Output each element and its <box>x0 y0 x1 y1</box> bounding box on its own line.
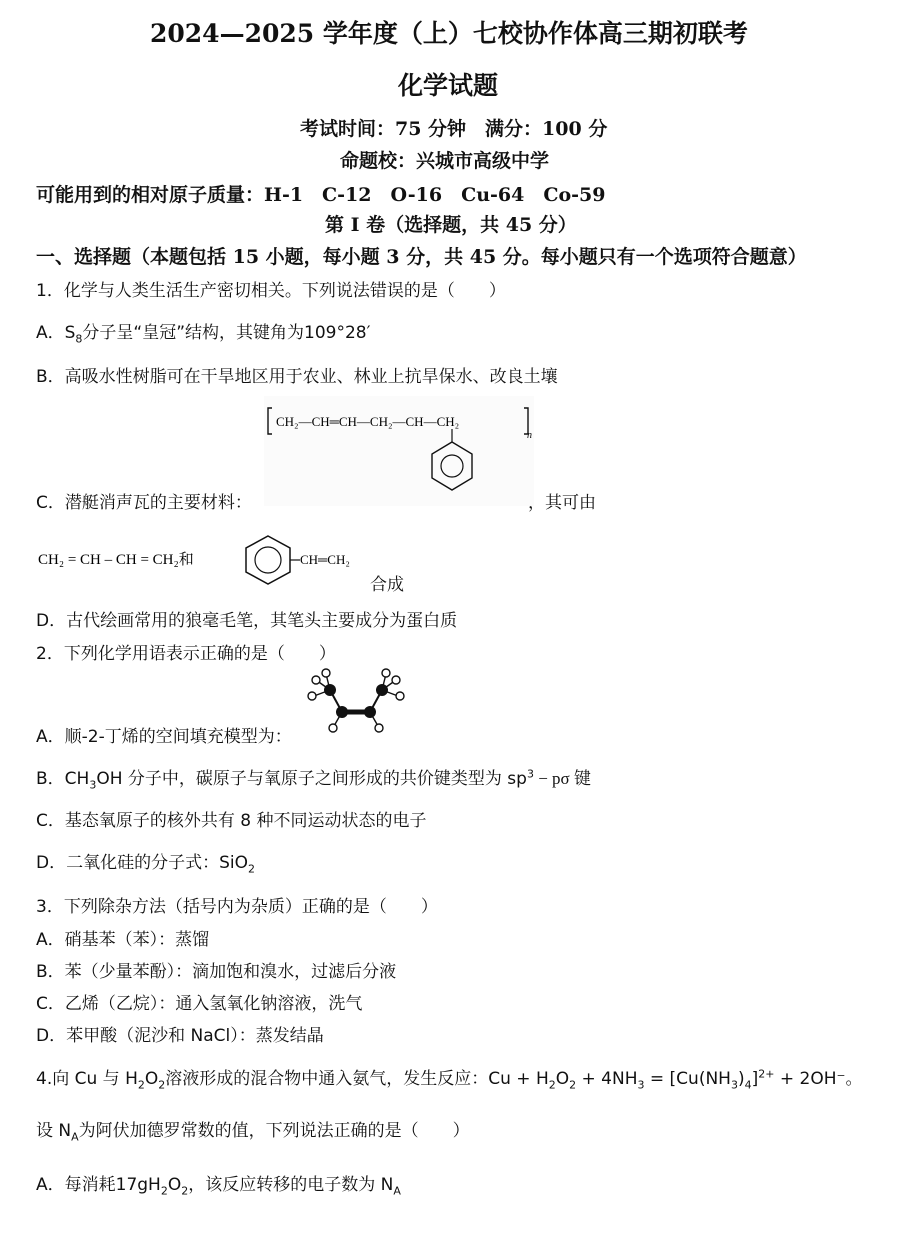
q1-option-c: C．潜艇消声瓦的主要材料： <box>36 493 252 513</box>
q1-option-d: D．古代绘画常用的狼毫毛笔，其笔头主要成分为蛋白质 <box>36 611 458 631</box>
part1-title: 第 I 卷（选择题，共 45 分） <box>325 214 577 236</box>
exam-school: 命题校：兴城市高级中学 <box>340 150 550 172</box>
butadiene-formula: CH₂ = CH – CH = CH₂和 <box>38 552 194 568</box>
cis-2-butene-model <box>300 668 412 734</box>
q2-b-sub: 3 <box>89 778 97 792</box>
q2-option-c: C．基态氧原子的核外共有 8 种不同运动状态的电子 <box>36 811 427 831</box>
q4-eq-charge: 2+ <box>758 1067 775 1081</box>
q4-a-prefix: A．每消耗17gH <box>36 1175 161 1195</box>
q4-eq-close: ) <box>737 1069 745 1089</box>
q1-stem: 1．化学与人类生活生产密切相关。下列说法错误的是（ ） <box>36 281 506 301</box>
q2-d-prefix: D．二氧化硅的分子式：SiO <box>36 853 248 873</box>
q1-a-text: 分子呈“皇冠”结构，其键角为109°28′ <box>82 323 371 343</box>
atomic-masses: 可能用到的相对原子质量：H-1 C-12 O-16 Cu-64 Co-59 <box>36 184 606 206</box>
q4-a-text: ，该反应转移的电子数为 N <box>188 1175 394 1195</box>
q2-stem: 2．下列化学用语表示正确的是（ ） <box>36 644 336 664</box>
q2-option-a: A．顺-2-丁烯的空间填充模型为： <box>36 727 292 747</box>
q4-line2-text: 为阿伏加德罗常数的值，下列说法正确的是（ ） <box>78 1121 470 1141</box>
q4-stem <box>36 1064 862 1091</box>
q3-option-a: A．硝基苯（苯）：蒸馏 <box>36 930 210 950</box>
q3-option-b: B．苯（少量苯酚）：滴加饱和溴水，过滤后分液 <box>36 962 397 982</box>
q2-b-end: − pσ 键 <box>533 769 591 788</box>
q4-line2-prefix: 设 N <box>36 1121 72 1141</box>
q4-sub-2: 2 <box>158 1078 166 1092</box>
q4-stem-mid: O <box>144 1069 159 1089</box>
q4-a-sub-1: 2 <box>160 1184 168 1198</box>
polymer-formula: CH₂—CH═CH—CH₂—CH—CH₂ <box>276 414 460 429</box>
q4-a-sub-2: 2 <box>181 1184 189 1198</box>
q2-b-mid: OH 分子中，碳原子与氧原子之间形成的共价键类型为 sp <box>96 769 527 789</box>
q2-b-prefix: B．CH <box>36 769 90 789</box>
q4-eq-after: + 4NH <box>576 1069 638 1089</box>
q3-option-c: C．乙烯（乙烷）：通入氢氧化钠溶液，洗气 <box>36 994 363 1014</box>
polymer-structure-figure <box>264 396 534 506</box>
q4-line2-sub: A <box>71 1130 79 1144</box>
q4-a-mid: O <box>167 1175 182 1195</box>
q4-stem-after: 溶液形成的混合物中通入氨气，发生反应：Cu + H <box>165 1069 549 1089</box>
q4-stem-prefix: 4.向 Cu 与 H <box>36 1069 138 1089</box>
q4-sub-4: 2 <box>569 1078 577 1092</box>
polymer-structure-svg <box>264 396 534 506</box>
q2-option-d <box>36 848 255 875</box>
section-heading: 一、选择题（本题包括 15 小题，每小题 3 分，共 45 分。每小题只有一个选项符合题意） <box>36 246 807 268</box>
q4-sub-7: 4 <box>744 1078 752 1092</box>
q4-sub-3: 2 <box>548 1078 556 1092</box>
q1-c-end: 合成 <box>370 575 404 595</box>
subject-title: 化学试题 <box>398 71 499 100</box>
styrene-vinyl: CH═CH₂ <box>300 552 350 567</box>
monomer-svg <box>36 526 376 596</box>
q4-line2 <box>36 1116 470 1143</box>
q3-option-d: D．苯甲酸（泥沙和 NaCl）：蒸发结晶 <box>36 1026 324 1046</box>
q1-a-sub: 8 <box>75 332 83 346</box>
q4-eq-end: ] <box>751 1069 759 1089</box>
q1-option-b: B．高吸水性树脂可在干旱地区用于农业、林业上抗旱保水、改良土壤 <box>36 367 558 387</box>
q2-d-sub: 2 <box>248 862 255 876</box>
q2-option-b <box>36 764 591 791</box>
q4-eq-bracket: = [Cu(NH <box>644 1069 731 1089</box>
q2-b-sup: 3 <box>526 767 534 781</box>
q4-sub-1: 2 <box>137 1078 145 1092</box>
q1-option-a <box>36 318 370 345</box>
q4-sub-6: 3 <box>730 1078 738 1092</box>
polymer-n: n <box>527 430 532 441</box>
q1-c-suffix: ，其可由 <box>528 493 596 513</box>
monomer-figure <box>36 526 376 596</box>
exam-time: 考试时间：75 分钟 满分：100 分 <box>300 118 608 140</box>
q1-a-prefix: A．S <box>36 323 76 343</box>
q4-eq-mid: O <box>555 1069 570 1089</box>
q4-sub-5: 3 <box>637 1078 645 1092</box>
exam-title: 2024—2025 学年度（上）七校协作体高三期初联考 <box>150 19 748 48</box>
q4-a-sub: A <box>393 1184 401 1198</box>
cis-butene-svg <box>300 668 412 734</box>
q4-eq-tail: + 2OH⁻。 <box>774 1069 863 1089</box>
q3-stem: 3．下列除杂方法（括号内为杂质）正确的是（ ） <box>36 897 438 917</box>
q4-option-a <box>36 1170 401 1197</box>
